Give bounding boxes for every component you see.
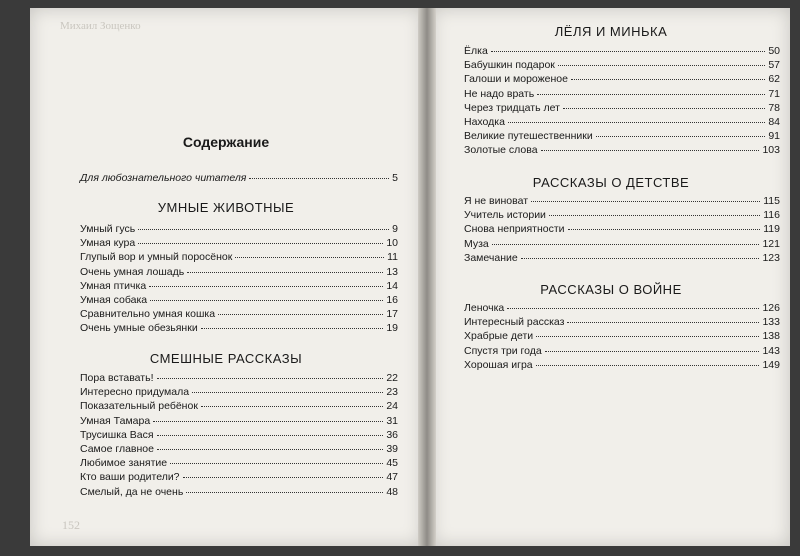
dot-leader (508, 122, 765, 123)
dot-leader (235, 257, 384, 258)
toc-entry[interactable] (80, 387, 398, 401)
toc-entry-page: 50 (768, 45, 780, 57)
toc-entry-page: 14 (386, 279, 398, 292)
dot-leader (153, 421, 383, 422)
toc-entry-page: 19 (386, 322, 398, 335)
toc-entry[interactable] (464, 346, 780, 360)
toc-entry[interactable] (80, 487, 398, 501)
dot-leader (545, 351, 760, 352)
toc-entry-page: 126 (762, 302, 780, 314)
toc-entry[interactable] (464, 224, 780, 238)
toc-entry-page: 78 (768, 101, 780, 114)
toc-entry-page: 11 (387, 251, 398, 264)
toc-entry[interactable] (80, 309, 398, 323)
dot-leader (187, 272, 383, 273)
toc-entry-page: 13 (386, 265, 398, 278)
toc-entry-title: Показательный ребёнок (80, 400, 198, 413)
toc-entry[interactable] (464, 253, 780, 267)
dot-leader (170, 463, 383, 464)
toc-entry[interactable] (80, 444, 398, 458)
toc-entry-title: Интересно придумала (80, 386, 190, 399)
toc-entry[interactable] (464, 60, 780, 74)
dot-leader (218, 314, 383, 315)
dot-leader (192, 392, 383, 393)
toc-entry-page: 84 (768, 115, 780, 128)
book-gutter (418, 8, 436, 546)
toc-entry-title: Интересный рассказ (464, 316, 565, 329)
toc-entry[interactable] (464, 131, 780, 145)
toc-list-smart-animals (80, 224, 398, 338)
dot-leader (596, 136, 766, 137)
toc-entry-page: 149 (762, 358, 780, 371)
toc-entry[interactable] (464, 117, 780, 131)
toc-entry-page: 121 (762, 237, 780, 250)
dot-leader (531, 201, 760, 202)
section-title-lyolya-minka: ЛЁЛЯ И МИНЬКА (554, 24, 668, 39)
toc-entry[interactable] (464, 196, 780, 210)
toc-entry[interactable] (464, 210, 780, 224)
toc-entry[interactable] (464, 103, 780, 117)
dot-leader (492, 244, 760, 245)
dot-leader (186, 492, 383, 493)
toc-entry[interactable] (80, 224, 398, 238)
toc-entry-page: 71 (768, 87, 780, 100)
toc-entry-title: Очень умная лошадь (80, 265, 185, 278)
toc-entry-page: 116 (763, 209, 780, 222)
toc-entry-page: 39 (386, 442, 398, 455)
toc-entry[interactable] (80, 323, 398, 337)
dot-leader (541, 150, 760, 151)
toc-entry-page: 47 (386, 471, 398, 484)
toc-intro-list (80, 173, 398, 187)
dot-leader (149, 286, 383, 287)
dot-leader (567, 322, 759, 323)
toc-entry[interactable] (80, 416, 398, 430)
toc-entry-page: 138 (762, 330, 780, 343)
toc-list-funny-stories (80, 373, 398, 501)
toc-entry[interactable] (464, 89, 780, 103)
toc-entry-title: Умная кура (80, 237, 136, 250)
dot-leader (536, 336, 759, 337)
toc-entry-title: Очень умные обезьянки (80, 322, 198, 335)
toc-entry-page: 119 (763, 223, 780, 236)
page-number: 152 (62, 518, 80, 532)
toc-entry-page: 57 (768, 59, 780, 72)
dot-leader (549, 215, 760, 216)
dot-leader (536, 365, 760, 366)
toc-entry-title: Кто ваши родители? (80, 471, 180, 484)
dot-leader (537, 94, 765, 95)
toc-entry-title: Смелый, да не очень (80, 485, 184, 498)
toc-entry-page: 91 (768, 130, 780, 143)
toc-entry-title: Находка (464, 115, 505, 128)
toc-entry[interactable] (80, 295, 398, 309)
toc-entry-title: Ёлка (464, 45, 488, 57)
toc-entry-title: Храбрые дети (464, 330, 534, 343)
dot-leader (157, 378, 384, 379)
dot-leader (507, 308, 759, 309)
toc-entry-title: Пора вставать! (80, 372, 154, 384)
toc-entry-title: Сравнительно умная кошка (80, 308, 216, 321)
toc-entry-page: 22 (386, 372, 398, 384)
dot-leader (138, 243, 383, 244)
toc-entry-title: Умный гусь (80, 223, 136, 235)
toc-entry-page: 133 (762, 316, 780, 329)
toc-entry-title: Глупый вор и умный поросёнок (80, 251, 233, 264)
toc-entry-title: Самое главное (80, 442, 154, 455)
toc-entry[interactable] (464, 317, 780, 331)
running-header: Михаил Зощенко (60, 20, 141, 32)
toc-entry-page: 16 (386, 293, 398, 306)
dot-leader (558, 65, 765, 66)
toc-entry[interactable] (80, 430, 398, 444)
dot-leader (157, 435, 384, 436)
toc-entry[interactable] (464, 145, 780, 159)
toc-entry-page: 36 (386, 428, 398, 441)
toc-entry-page: 48 (386, 485, 398, 498)
toc-entry-title: Муза (464, 237, 489, 250)
toc-entry-title: Трусишка Вася (80, 428, 154, 441)
toc-entry[interactable] (80, 472, 398, 486)
dot-leader (491, 51, 766, 52)
toc-entry-title: Учитель истории (464, 209, 546, 222)
toc-entry-page: 9 (392, 223, 398, 235)
toc-entry-title: Золотые слова (464, 144, 538, 157)
toc-entry[interactable]: Для любознательного читателя 5 (80, 172, 398, 184)
toc-entry[interactable] (464, 360, 780, 374)
dot-leader (157, 449, 383, 450)
toc-entry-page: 123 (762, 251, 780, 264)
toc-entry-title: Замечание (464, 251, 518, 264)
section-title-war: РАССКАЗЫ О ВОЙНЕ (540, 282, 682, 297)
section-title-childhood: РАССКАЗЫ О ДЕТСТВЕ (532, 175, 690, 190)
toc-entry-page: 10 (386, 237, 398, 250)
toc-entry[interactable] (80, 252, 398, 266)
toc-entry[interactable] (464, 74, 780, 88)
toc-entry-title: Снова неприятности (464, 223, 565, 236)
toc-entry[interactable] (464, 303, 780, 317)
dot-leader (138, 229, 389, 230)
toc-entry[interactable] (80, 238, 398, 252)
toc-entry[interactable] (80, 281, 398, 295)
toc-entry-page: 103 (762, 144, 780, 157)
dot-leader (201, 406, 383, 407)
toc-entry[interactable] (464, 331, 780, 345)
toc-entry-page: 17 (386, 308, 398, 321)
toc-entry-title: Я не виноват (464, 195, 529, 207)
dot-leader (568, 229, 761, 230)
toc-entry-title: Не надо врать (464, 87, 535, 100)
toc-list-war (464, 303, 780, 374)
section-title-smart-animals: УМНЫЕ ЖИВОТНЫЕ (157, 200, 295, 215)
toc-entry[interactable] (80, 458, 398, 472)
toc-entry[interactable] (80, 373, 398, 387)
toc-entry-page: 23 (386, 386, 398, 399)
contents-title: Содержание (182, 134, 270, 150)
toc-entry-title: Умная птичка (80, 279, 147, 292)
toc-entry[interactable] (464, 239, 780, 253)
toc-entry-title: Великие путешественники (464, 130, 593, 143)
toc-entry-title: Умная Тамара (80, 414, 151, 427)
section-title-funny-stories: СМЕШНЫЕ РАССКАЗЫ (149, 351, 303, 366)
toc-entry-title: Любимое занятие (80, 457, 168, 470)
toc-entry-title: Бабушкин подарок (464, 59, 555, 72)
toc-list-lyolya-minka (464, 46, 780, 160)
toc-entry-title: Галоши и мороженое (464, 73, 568, 86)
dot-leader (563, 108, 765, 109)
toc-list-childhood (464, 196, 780, 267)
toc-entry-title: Умная собака (80, 293, 148, 306)
dot-leader (521, 258, 760, 259)
toc-entry-title: Леночка (464, 302, 505, 314)
dot-leader (201, 328, 384, 329)
toc-entry-page: 31 (386, 414, 398, 427)
dot-leader (571, 79, 765, 80)
toc-entry[interactable] (464, 46, 780, 60)
toc-entry-page: 24 (386, 400, 398, 413)
toc-entry-page: 62 (768, 73, 780, 86)
dot-leader (150, 300, 383, 301)
toc-entry-page: 45 (386, 457, 398, 470)
toc-entry-title: Через тридцать лет (464, 101, 560, 114)
dot-leader (183, 477, 384, 478)
toc-entry-page: 143 (762, 344, 780, 357)
toc-entry[interactable] (80, 401, 398, 415)
toc-entry-title: Спустя три года (464, 344, 542, 357)
toc-entry-page: 115 (763, 195, 780, 207)
toc-entry[interactable] (80, 267, 398, 281)
toc-entry-title: Хорошая игра (464, 358, 533, 371)
